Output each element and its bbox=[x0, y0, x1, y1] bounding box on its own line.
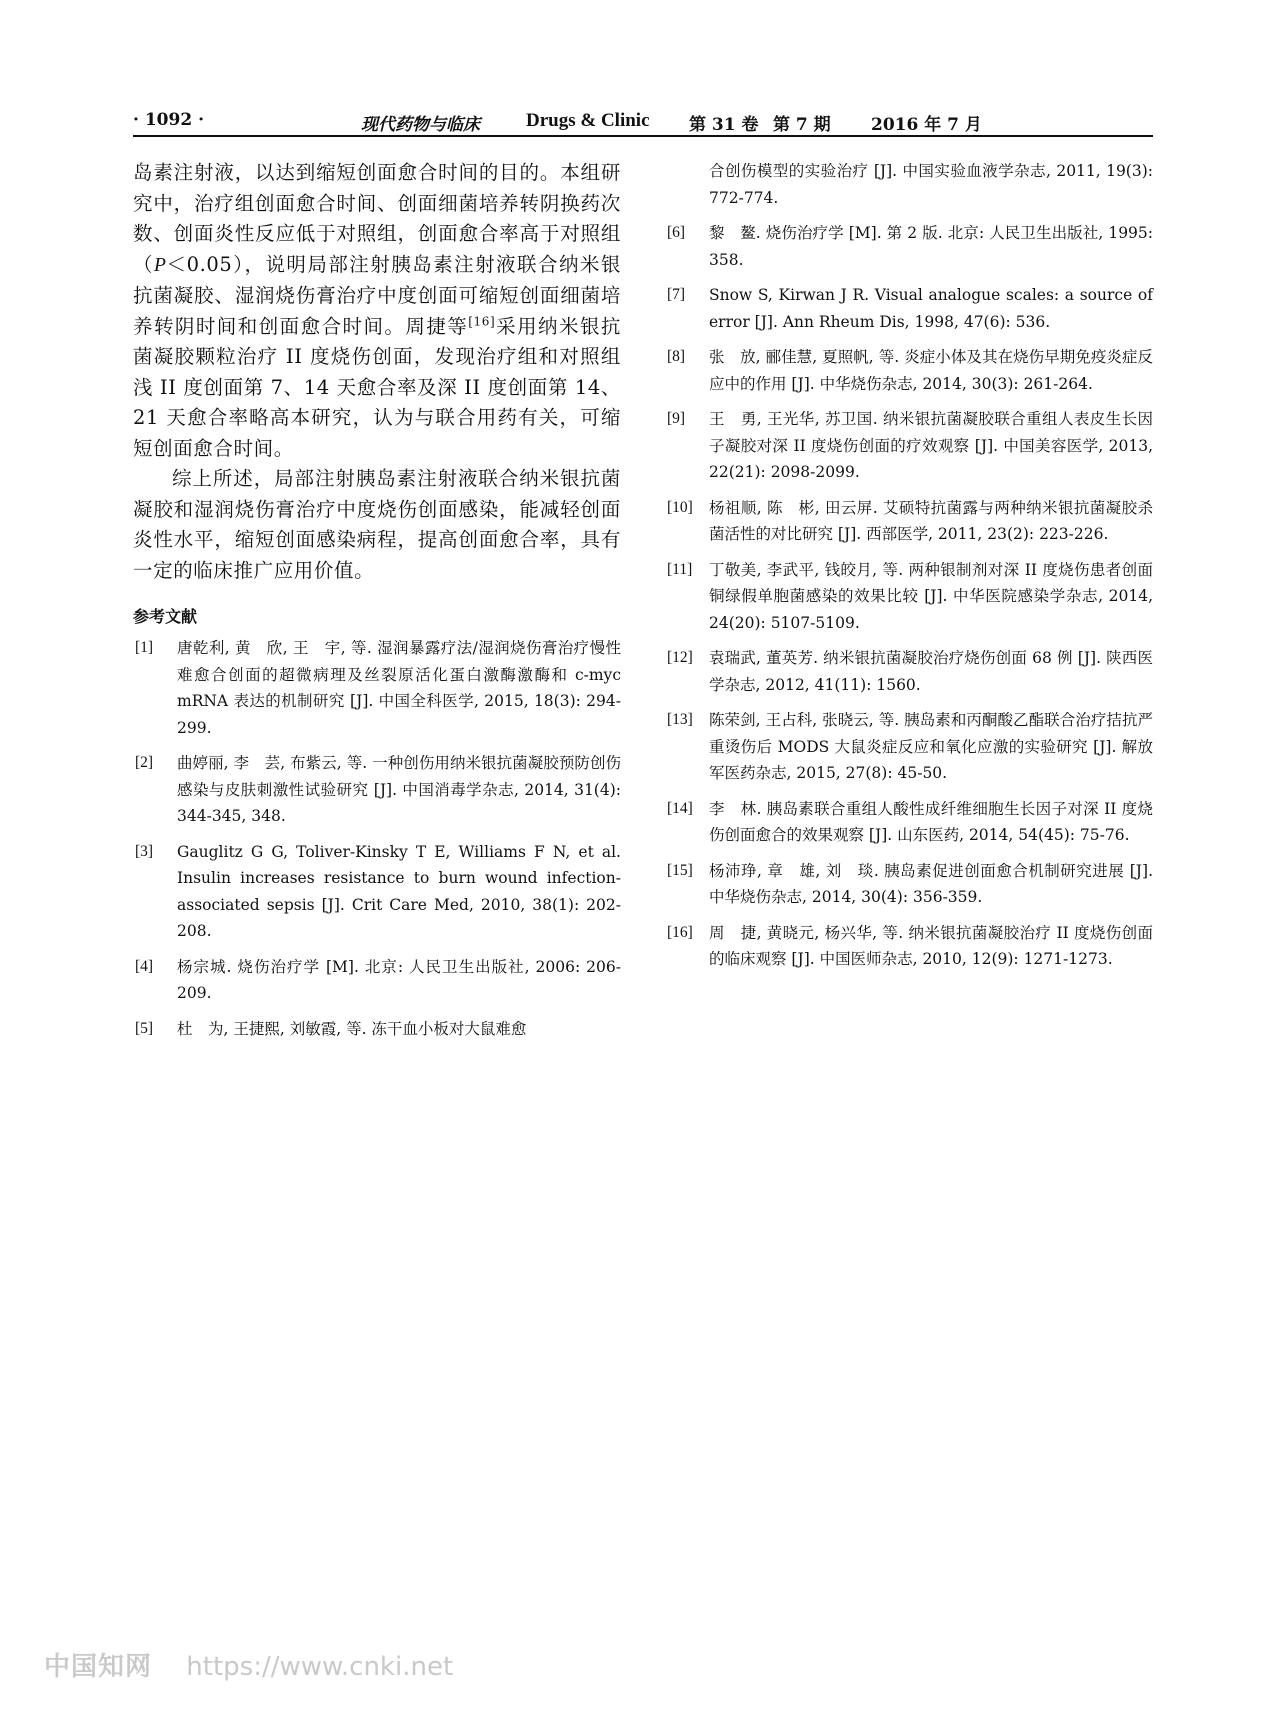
reference-item bbox=[665, 344, 1153, 397]
reference-number: [14] bbox=[667, 799, 693, 817]
reference-item bbox=[665, 220, 1153, 273]
reference-text: Snow S, Kirwan J R. Visual analogue scales: a source of error [J]. Ann Rheum Dis, 1998, 47(6): 536. bbox=[709, 286, 1153, 331]
conclusion-paragraph: 综上所述，局部注射胰岛素注射液联合纳米银抗菌凝胶和湿润烧伤膏治疗中度烧伤创面感染，能减轻创面炎性水平，缩短创面感染病程，提高创面愈合率，具有一定的临床推广应用价值。 bbox=[133, 467, 621, 582]
reference-text: 王 勇, 王光华, 苏卫国. 纳米银抗菌凝胶联合重组人表皮生长因子凝胶对深 II 度烧伤创面的疗效观察 [J]. 中国美容医学, 2013, 22(21): 2098-2099. bbox=[709, 410, 1153, 481]
reference-text: 黎 鳌. 烧伤治疗学 [M]. 第 2 版. 北京: 人民卫生出版社, 1995: 358. bbox=[709, 224, 1153, 269]
reference-item bbox=[665, 858, 1153, 911]
reference-number: [10] bbox=[667, 498, 693, 516]
paragraph-text: ＜0.05），说明局部注射胰岛素注射液联合纳米银抗菌凝胶、湿润烧伤膏治疗中度创面可缩短创面细菌培养转阴时间和创面愈合时间。周捷等 bbox=[133, 252, 621, 338]
reference-item bbox=[665, 282, 1153, 335]
reference-number: [3] bbox=[135, 842, 154, 860]
reference-item bbox=[133, 635, 621, 741]
header-issue: 第 7 期 bbox=[773, 115, 831, 135]
reference-number: [13] bbox=[667, 711, 693, 728]
reference-number: [8] bbox=[667, 348, 686, 365]
reference-text: 张 放, 郦佳慧, 夏照帆, 等. 炎症小体及其在烧伤早期免疫炎症反应中的作用 [J]. 中华烧伤杂志, 2014, 30(3): 261-264. bbox=[709, 348, 1153, 393]
reference-number: [6] bbox=[667, 224, 686, 241]
reference-item-continued bbox=[665, 158, 1153, 211]
reference-item bbox=[133, 1016, 621, 1043]
reference-item bbox=[133, 839, 621, 945]
reference-number: [5] bbox=[135, 1019, 154, 1037]
reference-item bbox=[133, 750, 621, 830]
reference-item bbox=[665, 406, 1153, 486]
left-column bbox=[133, 158, 621, 1051]
reference-text: 丁敬美, 李武平, 钱皎月, 等. 两种银制剂对深 II 度烧伤患者创面铜绿假单胞菌感染的效果比较 [J]. 中华医院感染学杂志, 2014, 24(20): 5107-5109. bbox=[709, 560, 1153, 632]
reference-text: 杨宗城. 烧伤治疗学 [M]. 北京: 人民卫生出版社, 2006: 206-209. bbox=[177, 957, 621, 1002]
reference-text: 杨沛琤, 章 雄, 刘 琰. 胰岛素促进创面愈合机制研究进展 [J]. 中华烧伤杂志, 2014, 30(4): 356-359. bbox=[709, 861, 1153, 906]
reference-text: 陈荣剑, 王占科, 张晓云, 等. 胰岛素和丙酮酸乙酯联合治疗拮抗严重烫伤后 MODS 大鼠炎症反应和氧化应激的实验研究 [J]. 解放军医药杂志, 2015, 27(8): 45-50. bbox=[709, 711, 1153, 782]
reference-text: 杜 为, 王捷熙, 刘敏霞, 等. 冻干血小板对大鼠难愈 bbox=[177, 1019, 527, 1038]
reference-number: [15] bbox=[667, 861, 693, 879]
cnki-watermark bbox=[44, 1646, 453, 1683]
reference-text: 周 捷, 黄晓元, 杨兴华, 等. 纳米银抗菌凝胶治疗 II 度烧伤创面的临床观察 [J]. 中国医师杂志, 2010, 12(9): 1271-1273. bbox=[709, 923, 1153, 968]
reference-text: 唐乾利, 黄 欣, 王 宇, 等. 湿润暴露疗法/湿润烧伤膏治疗慢性难愈合创面的超微病理及丝裂原活化蛋白激酶激酶和 c-myc mRNA 表达的机制研究 [J]. 中国全科医学, 2015, 18(3): 294-299. bbox=[177, 639, 621, 737]
right-column bbox=[665, 158, 1153, 982]
cnki-url: https://www.cnki.net bbox=[186, 1652, 454, 1682]
header-page-number: · 1092 · bbox=[133, 110, 204, 130]
reference-item bbox=[665, 920, 1153, 973]
reference-item bbox=[665, 796, 1153, 849]
reference-number: [11] bbox=[667, 560, 693, 578]
reference-text: Gauglitz G G, Toliver-Kinsky T E, Williams F N, et al. Insulin increases resistance to burn wound infection-associated sepsis [J]. Crit Care Med, 2010, 38(1): 202-208. bbox=[177, 842, 621, 940]
reference-item bbox=[665, 495, 1153, 548]
p-value-symbol: P bbox=[153, 254, 167, 276]
reference-item bbox=[665, 557, 1153, 637]
header-journal-name-cn: 现代药物与临床 bbox=[361, 115, 480, 135]
reference-number: [4] bbox=[135, 957, 154, 975]
references-heading: 参考文献 bbox=[133, 607, 198, 626]
header-journal-name-en: Drugs & Clinic bbox=[526, 110, 650, 131]
reference-text: 李 林. 胰岛素联合重组人酸性成纤维细胞生长因子对深 II 度烧伤创面愈合的效果观察 [J]. 山东医药, 2014, 54(45): 75-76. bbox=[709, 799, 1153, 844]
reference-number: [7] bbox=[667, 286, 686, 303]
reference-text: 合创伤模型的实验治疗 [J]. 中国实验血液学杂志, 2011, 19(3): 772-774. bbox=[709, 162, 1153, 207]
reference-item bbox=[133, 954, 621, 1007]
reference-text: 杨祖顺, 陈 彬, 田云屏. 艾硕特抗菌露与两种纳米银抗菌凝胶杀菌活性的对比研究 [J]. 西部医学, 2011, 23(2): 223-226. bbox=[709, 498, 1153, 543]
references-list-left bbox=[133, 635, 621, 1042]
reference-number: [1] bbox=[135, 639, 154, 656]
reference-number: [9] bbox=[667, 410, 686, 427]
header-date: 2016 年 7 月 bbox=[871, 115, 982, 135]
cnki-logo: 中国知网 bbox=[44, 1652, 153, 1682]
citation-marker: [16] bbox=[468, 314, 496, 328]
references-list-right bbox=[665, 158, 1153, 973]
header-rule bbox=[133, 135, 1153, 137]
reference-item bbox=[665, 707, 1153, 787]
reference-text: 曲婷丽, 李 芸, 布紫云, 等. 一种创伤用纳米银抗菌凝胶预防创伤感染与皮肤刺激性试验研究 [J]. 中国消毒学杂志, 2014, 31(4): 344-345, 348. bbox=[177, 754, 621, 825]
header-volume: 第 31 卷 bbox=[689, 115, 759, 135]
running-header bbox=[133, 108, 1153, 134]
paragraph-text: 岛素注射液，以达到缩短创面愈合时间的目的。本组研究中，治疗组创面愈合时间、创面细菌培养转阴换药次数、创面炎性反应低于对照组，创面愈合率高于对照组（ bbox=[133, 161, 621, 276]
reference-number: [2] bbox=[135, 754, 154, 771]
reference-number: [12] bbox=[667, 649, 693, 666]
reference-item bbox=[665, 645, 1153, 698]
body-paragraph bbox=[133, 158, 621, 464]
paragraph-text: 采用纳米银抗菌凝胶颗粒治疗 II 度烧伤创面，发现治疗组和对照组浅 II 度创面第 7、14 天愈合率及深 II 度创面第 14、21 天愈合率略高本研究，认为与联合用药有关，可缩短创面愈合时间。 bbox=[133, 314, 621, 460]
reference-number: [16] bbox=[667, 923, 693, 941]
reference-text: 袁瑞武, 董英芳. 纳米银抗菌凝胶治疗烧伤创面 68 例 [J]. 陕西医学杂志, 2012, 41(11): 1560. bbox=[709, 649, 1153, 694]
